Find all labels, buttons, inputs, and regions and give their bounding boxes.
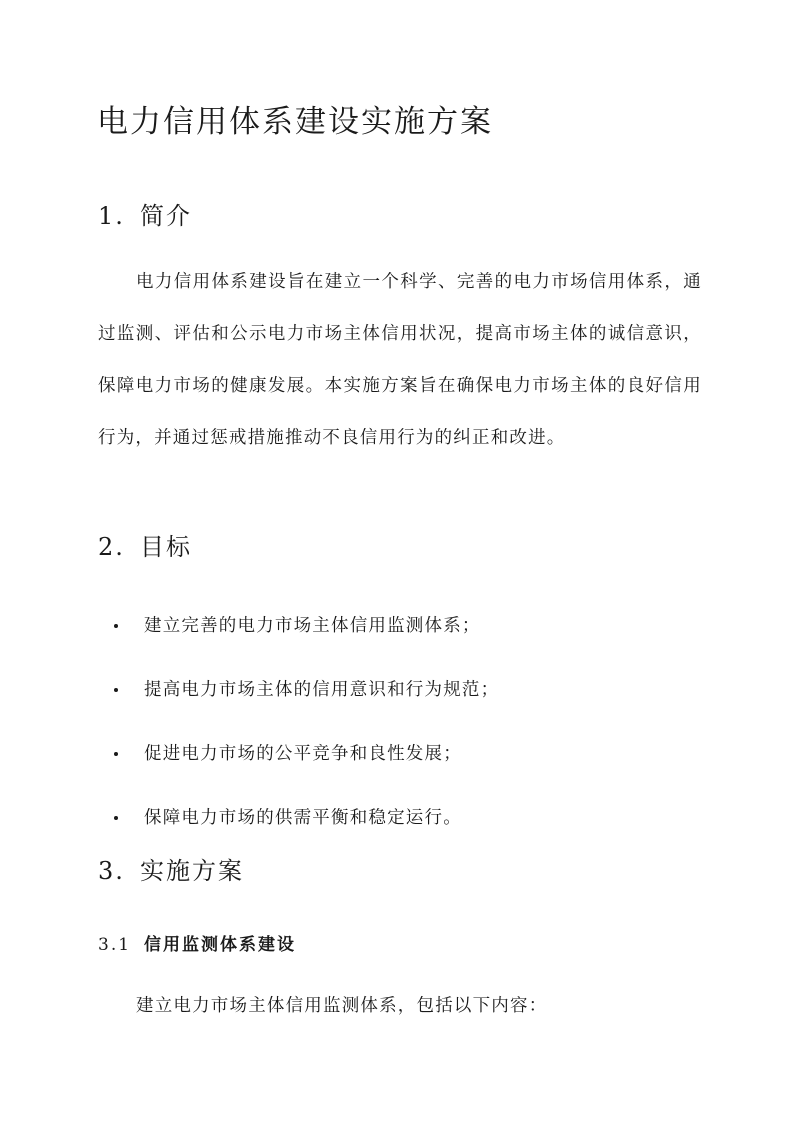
list-item <box>114 784 499 848</box>
list-item-text: 提高电力市场主体的信用意识和行为规范； <box>144 679 500 700</box>
list-item-text: 保障电力市场的供需平衡和稳定运行。 <box>144 807 462 828</box>
subsection-number: 3.1 <box>98 935 132 955</box>
section-number: 2. <box>98 533 125 561</box>
section-number: 1. <box>98 202 125 230</box>
section-heading-intro <box>98 196 192 231</box>
section-title: 简介 <box>140 202 192 230</box>
section-heading-plan <box>98 851 244 886</box>
subsection-title: 信用监测体系建设 <box>144 935 296 955</box>
bullet-icon <box>114 816 118 820</box>
list-item <box>114 720 499 784</box>
section-number: 3. <box>98 857 125 885</box>
subsection-paragraph: 建立电力市场主体信用监测体系，包括以下内容： <box>136 996 548 1016</box>
list-item-text: 建立完善的电力市场主体信用监测体系； <box>144 615 481 636</box>
intro-paragraph: 电力信用体系建设旨在建立一个科学、完善的电力市场信用体系，通过监测、评估和公示电力市场主体信用状况，提高市场主体的诚信意识，保障电力市场的健康发展。本实施方案旨在确保电力市场主体的良好信用行为，并通过惩戒措施推动不良信用行为的纠正和改进。 <box>98 272 702 448</box>
section-title: 目标 <box>140 533 192 561</box>
section-title: 实施方案 <box>140 857 244 885</box>
list-item-text: 促进电力市场的公平竞争和良性发展； <box>144 743 462 764</box>
bullet-icon <box>114 752 118 756</box>
subsection-heading <box>98 930 296 955</box>
section-heading-goals <box>98 527 192 562</box>
list-item <box>114 592 499 656</box>
document-title: 电力信用体系建设实施方案 <box>97 104 493 140</box>
goals-list <box>114 592 499 848</box>
bullet-icon <box>114 688 118 692</box>
bullet-icon <box>114 624 118 628</box>
list-item <box>114 656 499 720</box>
